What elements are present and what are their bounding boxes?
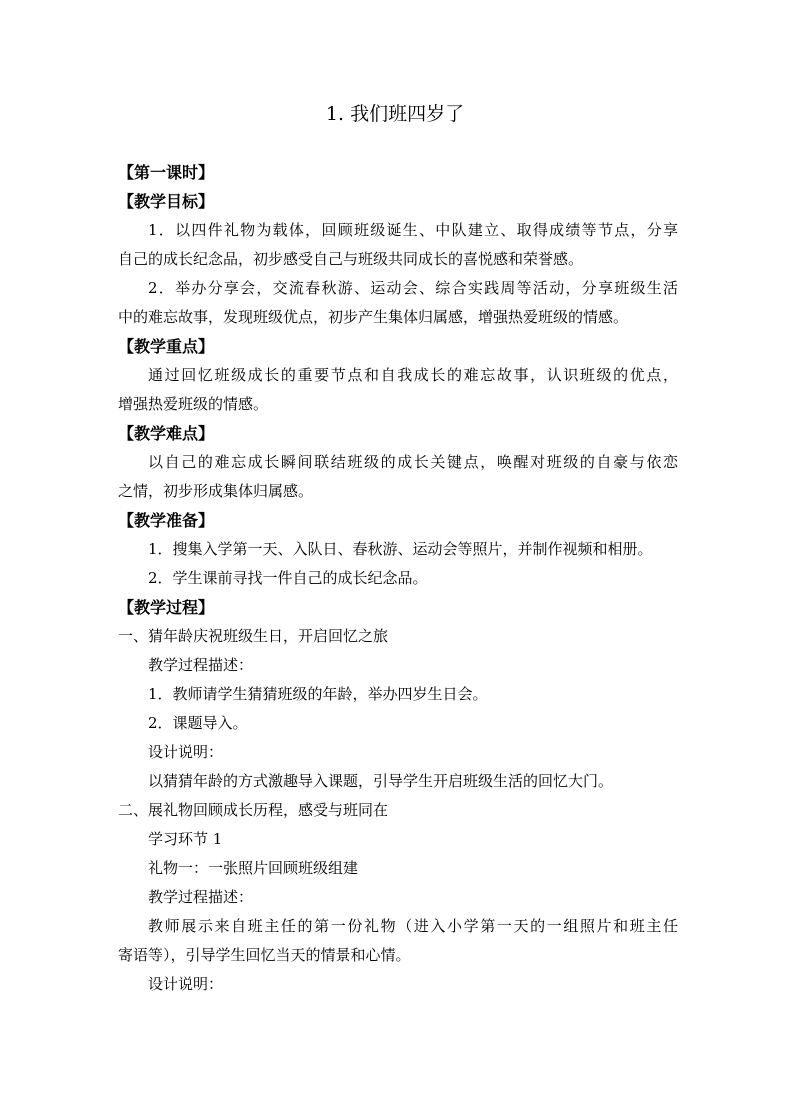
section-heading: 【教学准备】 — [118, 511, 215, 530]
paragraph-line: 学习环节 1 — [148, 830, 223, 848]
paragraph-line: 以自己的难忘成长瞬间联结班级的成长关键点，唤醒对班级的自豪与依恋 — [148, 453, 678, 471]
paragraph-line: 1．教师请学生猜猜班级的年龄，举办四岁生日会。 — [148, 685, 488, 703]
section-heading: 【教学过程】 — [118, 598, 215, 617]
paragraph-line: 自己的成长纪念品，初步感受自己与班级共同成长的喜悦感和荣誉感。 — [118, 250, 584, 268]
paragraph-line: 1．搜集入学第一天、入队日、春秋游、运动会等照片，并制作视频和相册。 — [148, 540, 653, 558]
paragraph-line: 教师展示来自班主任的第一份礼物（进入小学第一天的一组照片和班主任 — [148, 917, 678, 935]
paragraph-line: 之情，初步形成集体归属感。 — [118, 482, 314, 500]
paragraph-line: 二、展礼物回顾成长历程，感受与班同在 — [118, 801, 389, 819]
paragraph-line: 设计说明： — [148, 975, 224, 993]
paragraph-line: 一、猜年龄庆祝班级生日，开启回忆之旅 — [118, 627, 389, 645]
section-heading: 【教学难点】 — [118, 424, 215, 443]
paragraph-line: 2．举办分享会，交流春秋游、运动会、综合实践周等活动，分享班级生活 — [148, 279, 678, 297]
paragraph-line: 2．课题导入。 — [148, 714, 248, 732]
section-heading: 【第一课时】 — [118, 163, 215, 182]
section-heading: 【教学目标】 — [118, 192, 215, 211]
paragraph-line: 通过回忆班级成长的重要节点和自我成长的难忘故事，认识班级的优点， — [148, 366, 678, 384]
paragraph-line: 礼物一：一张照片回顾班级组建 — [148, 859, 359, 877]
document-body — [118, 158, 678, 999]
section-heading: 【教学重点】 — [118, 337, 215, 356]
paragraph-line: 1．以四件礼物为载体，回顾班级诞生、中队建立、取得成绩等节点，分享 — [148, 221, 678, 239]
document-title: 1. 我们班四岁了 — [325, 103, 465, 125]
paragraph-line: 2．学生课前寻找一件自己的成长纪念品。 — [148, 569, 428, 587]
paragraph-line: 教学过程描述： — [148, 656, 254, 674]
paragraph-line: 以猜猜年龄的方式激趣导入课题，引导学生开启班级生活的回忆大门。 — [148, 772, 614, 790]
paragraph-line: 增强热爱班级的情感。 — [118, 395, 269, 413]
paragraph-line: 中的难忘故事，发现班级优点，初步产生集体归属感，增强热爱班级的情感。 — [118, 308, 629, 326]
paragraph-line: 寄语等），引导学生回忆当天的情景和心情。 — [118, 946, 411, 964]
paragraph-line: 教学过程描述： — [148, 888, 254, 906]
paragraph-line: 设计说明： — [148, 743, 224, 761]
